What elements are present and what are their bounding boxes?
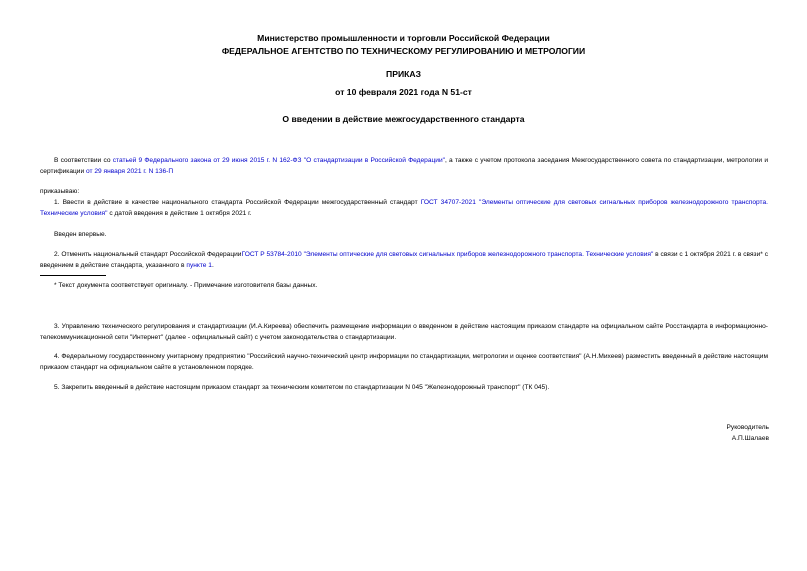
item-2-text-1: 2. Отменить национальный стандарт Российской Федерации xyxy=(54,251,242,258)
document-date-number: от 10 февраля 2021 года N 51-ст xyxy=(335,87,472,97)
signatory-name: А.П.Шалаев xyxy=(731,435,769,442)
item-2-text-3: . xyxy=(211,262,214,269)
order-word: приказываю: xyxy=(40,188,80,195)
item-4-paragraph: 4. Федеральному государственному унитарному предприятию "Российский научно-технический центр информации по стандартизации, метрологии и оценке соответствия" (А.Н.Михеев) разместить введенный в действие настоящим приказом стандарт на официальном сайте в установленном порядке. xyxy=(40,353,768,371)
preamble-text-2: , а также с учетом протокола заседания Межгосударственного совета по стандартизации, метрологии и сертификации xyxy=(40,157,768,175)
item-2-paragraph xyxy=(40,249,768,271)
footnote-separator xyxy=(40,275,106,276)
item-1-paragraph xyxy=(40,197,768,219)
introduced-first-note: Введен впервые. xyxy=(54,231,107,238)
item-2-text-2: в связи с 1 октября 2021 г. в связи* с введением в действие стандарта, указанного в xyxy=(40,251,768,269)
agency-title: ФЕДЕРАЛЬНОЕ АГЕНТСТВО ПО ТЕХНИЧЕСКОМУ РЕГУЛИРОВАНИЮ И МЕТРОЛОГИИ xyxy=(221,46,586,56)
item-1-text-1: 1. Ввести в действие в качестве национального стандарта Российской Федерации межгосударственный стандарт xyxy=(54,199,421,206)
document-subject: О введении в действие межгосударственного стандарта xyxy=(282,114,525,124)
item-3-paragraph: 3. Управлению технического регулирования и стандартизации (И.А.Киреева) обеспечить размещение информации о введенном в действие настоящим приказом стандарте на официальном сайте Росстандарта в информационно-телекоммуникационной сети "Интернет" (далее - официальный сайт) с учетом законодательства о стандартизации. xyxy=(40,323,768,341)
preamble-paragraph xyxy=(40,155,768,177)
item-1-text-2: с датой введения в действие 1 октября 2021 г. xyxy=(107,210,252,217)
signatory-title: Руководитель xyxy=(726,424,769,431)
ministry-title: Министерство промышленности и торговли Российской Федерации xyxy=(257,33,550,43)
federal-law-link[interactable]: статьей 9 Федерального закона от 29 июня 2015 г. N 162-ФЗ "О стандартизации в Российской Федерации" xyxy=(112,157,445,164)
footnote: * Текст документа соответствует оригиналу. - Примечание изготовителя базы данных. xyxy=(54,282,318,289)
gost-r-53784-link[interactable]: ГОСТ Р 53784-2010 "Элементы оптические для световых сигнальных приборов железнодорожного транспорта. Технические условия" xyxy=(241,251,654,258)
gost-34707-link[interactable]: ГОСТ 34707-2021 "Элементы оптические для световых сигнальных приборов железнодорожного транспорта. Технические условия" xyxy=(40,199,768,217)
preamble-text-1: В соответствии со xyxy=(54,157,113,164)
point-1-link[interactable]: пункте 1 xyxy=(186,262,212,269)
document-type: ПРИКАЗ xyxy=(386,69,421,79)
item-5-paragraph: 5. Закрепить введенный в действие настоящим приказом стандарт за техническим комитетом по стандартизации N 045 "Железнодорожный транспорт" (ТК 045). xyxy=(54,384,550,391)
protocol-link[interactable]: от 29 января 2021 г. N 136-П xyxy=(85,168,174,175)
